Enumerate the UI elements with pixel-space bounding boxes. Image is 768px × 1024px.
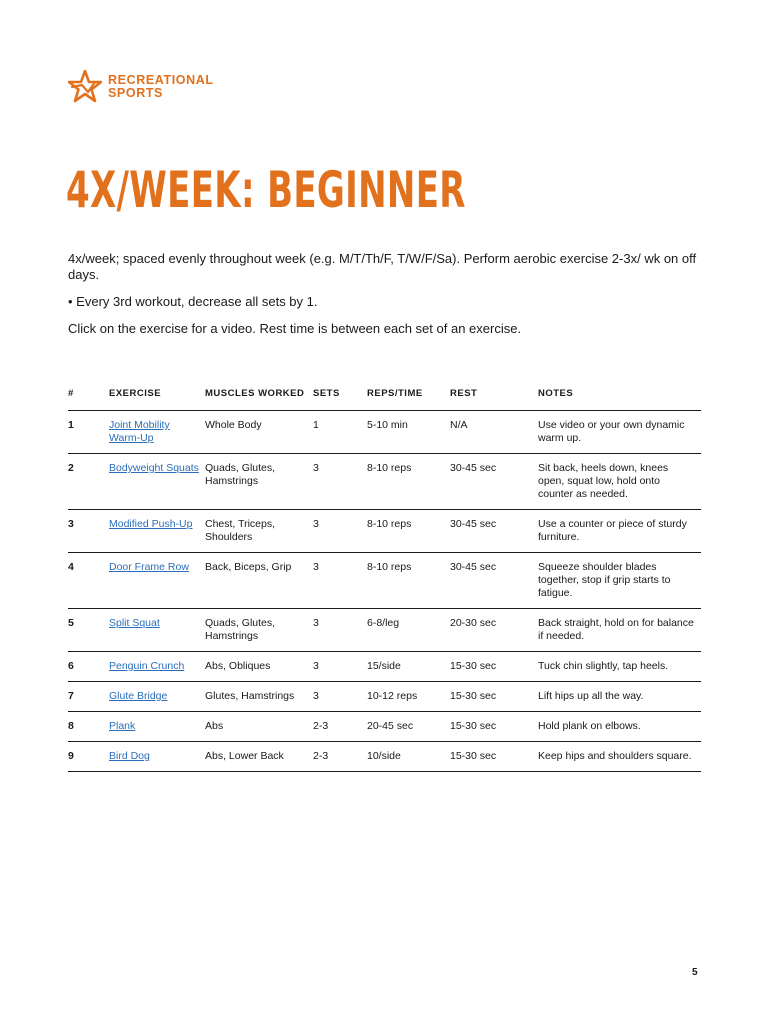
cell-exercise xyxy=(109,712,205,742)
exercise-video-link[interactable]: Bird Dog xyxy=(109,750,150,762)
cell-reps: 15/side xyxy=(367,652,450,682)
intro-paragraph-instructions: Click on the exercise for a video. Rest time is between each set of an exercise. xyxy=(68,321,522,336)
header-sets: SETS xyxy=(313,372,367,411)
cell-exercise xyxy=(109,742,205,772)
cell-notes: Lift hips up all the way. xyxy=(538,682,701,712)
cell-notes: Sit back, heels down, knees open, squat low, hold onto counter as needed. xyxy=(538,454,701,510)
cell-exercise xyxy=(109,553,205,609)
cell-notes: Tuck chin slightly, tap heels. xyxy=(538,652,701,682)
table-row xyxy=(68,712,701,742)
cell-sets: 3 xyxy=(313,609,367,652)
table-row xyxy=(68,742,701,772)
cell-notes: Use a counter or piece of sturdy furniture. xyxy=(538,510,701,553)
cell-rest: 15-30 sec xyxy=(450,652,538,682)
cell-reps: 5-10 min xyxy=(367,411,450,454)
cell-num: 5 xyxy=(68,609,109,652)
cell-sets: 3 xyxy=(313,682,367,712)
header-reps: REPS/TIME xyxy=(367,372,450,411)
table-row xyxy=(68,454,701,510)
cell-notes: Squeeze shoulder blades together, stop if grip starts to fatigue. xyxy=(538,553,701,609)
cell-num: 2 xyxy=(68,454,109,510)
logo xyxy=(68,70,214,104)
cell-num: 9 xyxy=(68,742,109,772)
cell-rest: 15-30 sec xyxy=(450,682,538,712)
cell-reps: 20-45 sec xyxy=(367,712,450,742)
cell-num: 7 xyxy=(68,682,109,712)
cell-sets: 1 xyxy=(313,411,367,454)
star-icon xyxy=(68,70,102,104)
cell-muscles: Back, Biceps, Grip xyxy=(205,553,313,609)
exercise-video-link[interactable]: Door Frame Row xyxy=(109,561,189,573)
cell-notes: Keep hips and shoulders square. xyxy=(538,742,701,772)
cell-exercise xyxy=(109,454,205,510)
exercise-video-link[interactable]: Joint Mobility Warm-Up xyxy=(109,419,170,444)
header-notes: NOTES xyxy=(538,372,701,411)
cell-reps: 8-10 reps xyxy=(367,553,450,609)
cell-sets: 2-3 xyxy=(313,742,367,772)
workout-table xyxy=(68,372,701,772)
cell-exercise xyxy=(109,609,205,652)
exercise-video-link[interactable]: Glute Bridge xyxy=(109,690,168,702)
cell-muscles: Quads, Glutes, Hamstrings xyxy=(205,609,313,652)
cell-sets: 3 xyxy=(313,510,367,553)
cell-num: 4 xyxy=(68,553,109,609)
header-num: # xyxy=(68,372,109,411)
cell-reps: 10/side xyxy=(367,742,450,772)
cell-rest: N/A xyxy=(450,411,538,454)
table-row xyxy=(68,411,701,454)
cell-rest: 30-45 sec xyxy=(450,553,538,609)
header-rest: REST xyxy=(450,372,538,411)
table-header-row xyxy=(68,372,701,411)
cell-sets: 3 xyxy=(313,454,367,510)
intro-text xyxy=(68,251,708,348)
table-row xyxy=(68,553,701,609)
cell-muscles: Whole Body xyxy=(205,411,313,454)
exercise-video-link[interactable]: Split Squat xyxy=(109,617,160,629)
table-row xyxy=(68,682,701,712)
cell-sets: 3 xyxy=(313,553,367,609)
table-row xyxy=(68,510,701,553)
cell-muscles: Chest, Triceps, Shoulders xyxy=(205,510,313,553)
exercise-video-link[interactable]: Plank xyxy=(109,720,136,732)
logo-text xyxy=(108,74,214,100)
header-muscles: MUSCLES WORKED xyxy=(205,372,313,411)
cell-exercise xyxy=(109,652,205,682)
cell-num: 1 xyxy=(68,411,109,454)
exercise-video-link[interactable]: Penguin Crunch xyxy=(109,660,185,672)
cell-muscles: Glutes, Hamstrings xyxy=(205,682,313,712)
logo-line1: RECREATIONAL xyxy=(108,73,214,87)
cell-sets: 3 xyxy=(313,652,367,682)
cell-notes: Hold plank on elbows. xyxy=(538,712,701,742)
exercise-video-link[interactable]: Bodyweight Squats xyxy=(109,462,199,474)
cell-exercise xyxy=(109,411,205,454)
intro-paragraph-sets: • Every 3rd workout, decrease all sets by 1. xyxy=(68,294,318,309)
cell-exercise xyxy=(109,682,205,712)
cell-reps: 6-8/leg xyxy=(367,609,450,652)
cell-reps: 8-10 reps xyxy=(367,510,450,553)
cell-reps: 10-12 reps xyxy=(367,682,450,712)
cell-rest: 15-30 sec xyxy=(450,712,538,742)
table-row xyxy=(68,652,701,682)
cell-rest: 15-30 sec xyxy=(450,742,538,772)
cell-notes: Use video or your own dynamic warm up. xyxy=(538,411,701,454)
cell-num: 8 xyxy=(68,712,109,742)
page-number: 5 xyxy=(692,967,698,978)
cell-muscles: Abs, Obliques xyxy=(205,652,313,682)
cell-rest: 20-30 sec xyxy=(450,609,538,652)
cell-exercise xyxy=(109,510,205,553)
cell-muscles: Quads, Glutes, Hamstrings xyxy=(205,454,313,510)
page-title: 4X/WEEK: BEGINNER xyxy=(66,161,466,219)
cell-muscles: Abs xyxy=(205,712,313,742)
cell-rest: 30-45 sec xyxy=(450,454,538,510)
cell-num: 3 xyxy=(68,510,109,553)
intro-paragraph-schedule: 4x/week; spaced evenly throughout week (e.g. M/T/Th/F, T/W/F/Sa). Perform aerobic exercise 2-3x/ wk on off days. xyxy=(68,251,697,282)
cell-num: 6 xyxy=(68,652,109,682)
cell-notes: Back straight, hold on for balance if needed. xyxy=(538,609,701,652)
table-row xyxy=(68,609,701,652)
cell-sets: 2-3 xyxy=(313,712,367,742)
header-exercise: EXERCISE xyxy=(109,372,205,411)
cell-reps: 8-10 reps xyxy=(367,454,450,510)
exercise-video-link[interactable]: Modified Push-Up xyxy=(109,518,193,530)
cell-rest: 30-45 sec xyxy=(450,510,538,553)
cell-muscles: Abs, Lower Back xyxy=(205,742,313,772)
logo-line2: SPORTS xyxy=(108,86,163,100)
